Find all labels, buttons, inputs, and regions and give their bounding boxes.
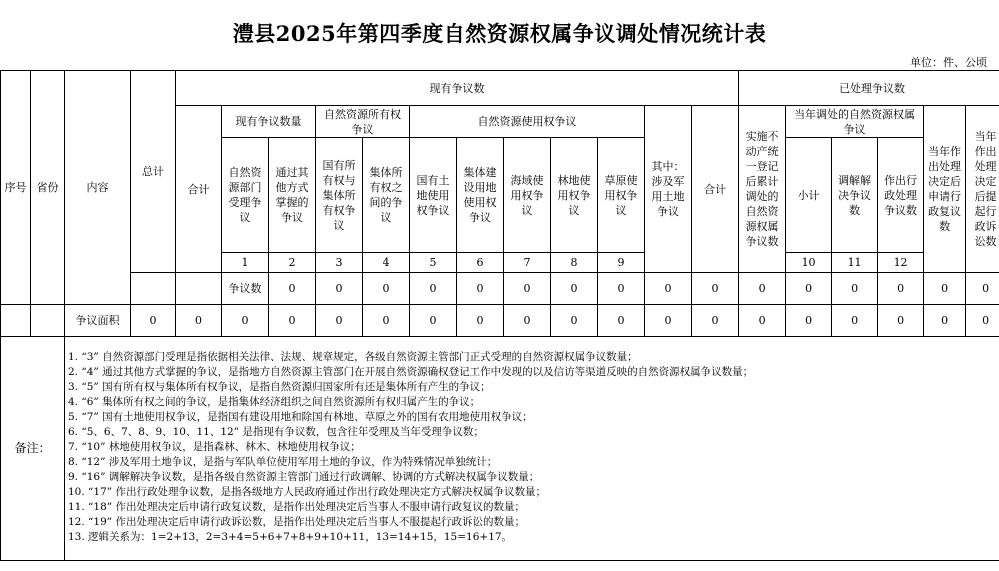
notes-row xyxy=(1,337,999,561)
table-cell: 0 xyxy=(878,305,924,337)
header-ownership-label: 自然资源所有权争议 xyxy=(324,107,401,136)
table-cell: 0 xyxy=(363,305,410,337)
cell-province xyxy=(31,305,65,337)
row-label: 争议数 xyxy=(222,273,269,305)
note-item: 9. “16” 调解解决争议数，是指各级自然资源主管部门通过行政调解、协调的方式解决权属争议数量； xyxy=(68,471,540,483)
header-col5-label: 国有所有权与集体所有权争议 xyxy=(322,158,356,232)
note-item: 7. “10” 林地使用权争议，是指森林、林木、林地使用权争议； xyxy=(68,441,361,453)
table-cell: 0 xyxy=(924,273,966,305)
header-col18 xyxy=(924,106,966,273)
header-col12 xyxy=(645,106,692,273)
header-existing-count: 现有争议数量 xyxy=(222,106,316,138)
table-cell: 0 xyxy=(692,305,739,337)
table-cell: 0 xyxy=(269,273,316,305)
header-col8-label: 集体建设用地使用权争议 xyxy=(463,166,497,224)
col-number: 5 xyxy=(410,253,457,273)
note-item: 6. “5、6、7、8、9、10、11、12” 是指现有争议数，包含往年受理及当年受理争议数； xyxy=(68,426,484,438)
header-col3-label: 自然资源部门受理争议 xyxy=(228,166,262,224)
table-cell: 0 xyxy=(966,273,999,305)
header-use: 自然资源使用权争议 xyxy=(410,106,645,138)
header-col7-label: 国有土地使用权争议 xyxy=(416,173,450,217)
table-cell: 0 xyxy=(786,305,832,337)
header-current-label: 当年调处的自然资源权属争议 xyxy=(794,107,916,136)
header-col11-label: 草原使用权争议 xyxy=(604,173,638,217)
table-cell: 0 xyxy=(924,305,966,337)
note-item: 12. “19” 作出处理决定后申请行政诉讼数，是指作出处理决定后当事人不服提起行政诉讼的数量； xyxy=(68,516,525,528)
col-number: 9 xyxy=(598,253,645,273)
header-col17-label: 作出行政处理争议数 xyxy=(884,173,918,217)
header-handled: 已处理争议数 xyxy=(739,71,999,106)
header-existing-total: 合计 xyxy=(176,106,222,273)
cell-province xyxy=(176,273,222,305)
header-province: 省份 xyxy=(31,71,65,305)
table-cell: 0 xyxy=(786,273,832,305)
row-label: 争议面积 xyxy=(65,305,131,337)
note-item: 1. “3” 自然资源部门受理是指依据相关法律、法规、规章规定，各级自然资源主管部门正式受理的自然资源权属争议数量； xyxy=(68,351,638,363)
header-col11 xyxy=(598,138,645,253)
col-number: 3 xyxy=(316,253,363,273)
header-current xyxy=(786,106,924,138)
header-col5 xyxy=(316,138,363,253)
note-item: 2. “4” 通过其他方式掌握的争议，是指地方自然资源主管部门在开展自然资源确权登记工作中发现的以及信访等渠道反映的自然资源权属争议数量； xyxy=(68,366,754,378)
header-seq: 序号 xyxy=(1,71,31,305)
table-cell: 0 xyxy=(832,305,878,337)
note-item: 8. “12” 涉及军用土地争议，是指与军队单位使用军用土地的争议，作为特殊情况单独统计； xyxy=(68,456,498,468)
header-col3 xyxy=(222,138,269,253)
table-cell: 0 xyxy=(316,273,363,305)
header-col7 xyxy=(410,138,457,253)
table-cell: 0 xyxy=(457,305,504,337)
header-col9-label: 海域使用权争议 xyxy=(510,173,544,217)
header-existing: 现有争议数 xyxy=(176,71,739,106)
header-total: 总计 xyxy=(131,71,176,273)
header-content: 内容 xyxy=(65,71,131,305)
note-item: 11. “18” 作出处理决定后申请行政复议数，是指作出处理决定后当事人不服申请行政复议的数量； xyxy=(68,501,525,513)
table-cell: 0 xyxy=(739,305,786,337)
col-number: 10 xyxy=(786,253,832,273)
note-item: 4. “6” 集体所有权之间的争议，是指集体经济组织之间自然资源所有权归属产生的争议； xyxy=(68,396,481,408)
header-ownership xyxy=(316,106,410,138)
table-cell: 0 xyxy=(598,273,645,305)
col-number: 7 xyxy=(504,253,551,273)
table-cell: 0 xyxy=(363,273,410,305)
header-col16-label: 调解解决争议数 xyxy=(838,173,872,217)
cell-seq xyxy=(1,305,31,337)
col-number: 4 xyxy=(363,253,410,273)
table-row-dispute-area xyxy=(1,305,999,337)
unit-label: 单位：件、公顷 xyxy=(910,56,987,69)
header-col18-label: 当年作出处理决定后申请行政复议数 xyxy=(928,145,962,233)
table-cell: 0 xyxy=(269,305,316,337)
note-item: 3. “5” 国有所有权与集体所有权争议，是指自然资源归国家所有还是集体所有产生的争议； xyxy=(68,381,491,393)
header-col4 xyxy=(269,138,316,253)
header-col4-label: 通过其他方式掌握的争议 xyxy=(275,166,309,224)
header-col6 xyxy=(363,138,410,253)
header-col19-label: 当年作出处理决定后提起行政诉讼数 xyxy=(974,130,997,248)
table-cell: 0 xyxy=(551,305,598,337)
notes-label: 备注： xyxy=(1,337,65,561)
table-cell: 0 xyxy=(966,305,999,337)
header-col14 xyxy=(739,106,786,273)
header-col10 xyxy=(551,138,598,253)
header-col6-label: 集体所有权之间的争议 xyxy=(369,166,403,224)
table-cell: 0 xyxy=(692,273,739,305)
table-cell: 0 xyxy=(410,305,457,337)
table-cell: 0 xyxy=(457,273,504,305)
note-item: 10. “17” 作出行政处理争议数，是指各级地方人民政府通过作出行政处理决定方式解决权属争议数量； xyxy=(68,486,546,498)
table-cell: 0 xyxy=(410,273,457,305)
page-title: 澧县2025年第四季度自然资源权属争议调处情况统计表 xyxy=(232,21,767,46)
table-cell: 0 xyxy=(832,273,878,305)
table-cell: 0 xyxy=(645,273,692,305)
header-col15: 小计 xyxy=(786,138,832,253)
notes-content xyxy=(65,337,999,561)
table-cell: 0 xyxy=(645,305,692,337)
table-cell: 0 xyxy=(739,273,786,305)
table-cell: 0 xyxy=(316,305,363,337)
header-col8 xyxy=(457,138,504,253)
header-col12-label: 其中：涉及军用土地争议 xyxy=(651,160,685,218)
table-cell: 0 xyxy=(222,305,269,337)
table-cell: 0 xyxy=(504,273,551,305)
cell-seq xyxy=(131,273,176,305)
statistics-table xyxy=(0,70,999,561)
table-cell: 0 xyxy=(176,305,222,337)
header-col16 xyxy=(832,138,878,253)
header-col14-label: 实施不动产统一登记后累计调处的自然资源权属争议数 xyxy=(745,130,779,248)
col-number: 1 xyxy=(222,253,269,273)
header-handled-total: 合计 xyxy=(692,106,739,273)
note-item: 5. “7” 国有土地使用权争议，是指国有建设用地和除国有林地、草原之外的国有农用地使用权争议； xyxy=(68,411,533,423)
table-cell: 0 xyxy=(504,305,551,337)
table-cell: 0 xyxy=(598,305,645,337)
col-number: 6 xyxy=(457,253,504,273)
col-number: 12 xyxy=(878,253,924,273)
note-item: 13. 逻辑关系为：1=2+13，2=3+4=5+6+7+8+9+10+11，13=14+15，15=16+17。 xyxy=(68,531,513,543)
col-number: 8 xyxy=(551,253,598,273)
col-number: 2 xyxy=(269,253,316,273)
table-cell: 0 xyxy=(878,273,924,305)
table-row-dispute-count xyxy=(1,273,999,305)
header-col19 xyxy=(966,106,999,273)
header-col10-label: 林地使用权争议 xyxy=(557,173,591,217)
table-cell: 0 xyxy=(131,305,176,337)
table-cell: 0 xyxy=(551,273,598,305)
col-number: 11 xyxy=(832,253,878,273)
header-col9 xyxy=(504,138,551,253)
header-col17 xyxy=(878,138,924,253)
